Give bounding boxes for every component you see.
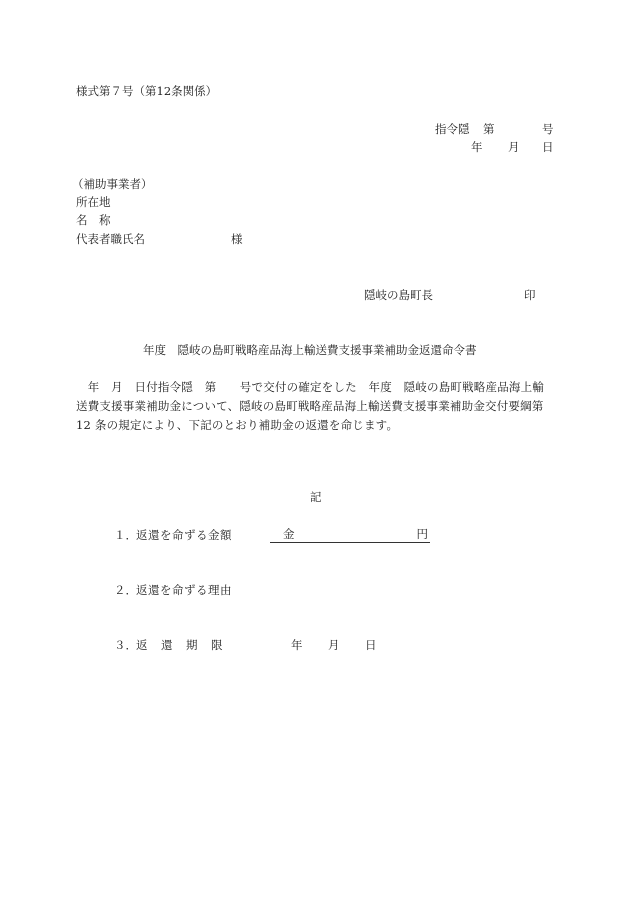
ref-go: 号 — [542, 122, 554, 136]
body-paragraph — [76, 378, 558, 435]
item-label: 返還を命ずる理由 — [136, 583, 232, 597]
seal-mark: 印 — [524, 288, 536, 302]
recipient-label: （補助事業者） — [72, 177, 153, 191]
amount-suffix: 円 — [416, 527, 428, 541]
body-line: 12 条の規定により、下記のとおり補助金の返還を命じます。 — [76, 418, 399, 432]
date-year: 年 — [471, 140, 483, 154]
ref-prefix: 指令隠 — [435, 122, 470, 136]
address-label: 所在地 — [76, 195, 111, 209]
item-label: 返 還 期 限 — [136, 638, 224, 652]
item-number: ３． — [114, 638, 137, 652]
honorific: 様 — [231, 232, 243, 246]
date-day: 日 — [542, 140, 554, 154]
item-label: 返還を命ずる金額 — [136, 528, 232, 542]
deadline-month: 月 — [328, 638, 340, 652]
name-label: 名 称 — [76, 213, 111, 227]
ref-dai: 第 — [483, 122, 495, 136]
amount-prefix: 金 — [283, 527, 295, 541]
amount-field — [270, 527, 430, 543]
issuer-title: 隠岐の島町長 — [364, 288, 433, 302]
body-line: 年 月 日付指令隠 第 号で交付の確定をした 年度 隠岐の島町戦略産品海上輸 — [76, 380, 544, 394]
form-label: 様式第７号（第12条関係） — [76, 84, 218, 98]
representative-label: 代表者職氏名 — [76, 232, 145, 246]
deadline-day: 日 — [365, 638, 377, 652]
document-title: 年度 隠岐の島町戦略産品海上輸送費支援事業補助金返還命令書 — [143, 343, 477, 357]
item-number: １． — [114, 528, 137, 542]
date-month: 月 — [508, 140, 520, 154]
ki-heading: 記 — [310, 490, 322, 504]
item-number: ２． — [114, 583, 137, 597]
deadline-year: 年 — [291, 638, 303, 652]
body-line: 送費支援事業補助金について、隠岐の島町戦略産品海上輸送費支援事業補助金交付要綱第 — [76, 399, 544, 413]
